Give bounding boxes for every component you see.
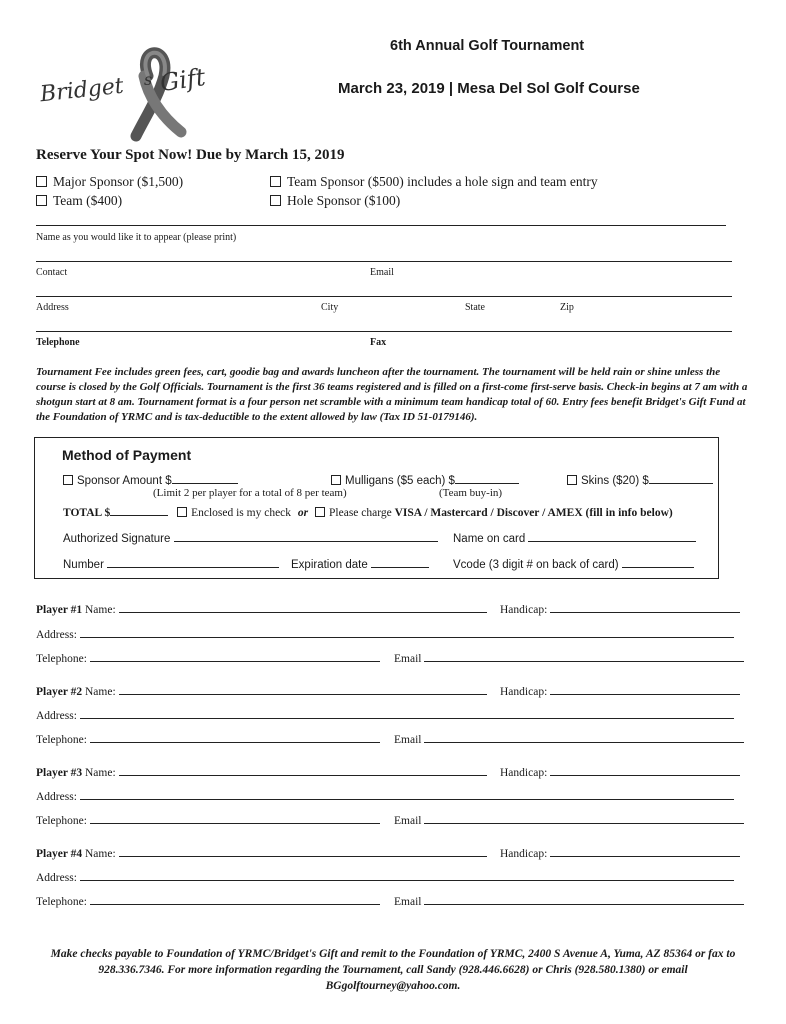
player-handicap-input[interactable] <box>550 694 740 695</box>
player-telephone-row: Telephone: <box>36 653 380 665</box>
tournament-info: Tournament Fee includes green fees, cart, goodie bag and awards luncheon after the tournament. The tournament will be held rain or shine unless the course is closed by the Golf Officials. Tournament is the first 36 teams registered and is filled on a first-come first-serve basis. Check-in begins at 7 am with a shotgun start at 8 am. Tournament format is a four person net scramble with a minimum team handicap total of 60. Entry fees benefit Bridget's Gift Fund at the Foundation of YRMC and is tax-deductible to the extent allowed by law (Tax ID 51-0179146). <box>36 366 748 423</box>
checkbox[interactable] <box>331 475 341 485</box>
event-date-location: March 23, 2019 | Mesa Del Sol Golf Course <box>338 80 640 97</box>
enclosed-check-checkbox[interactable] <box>177 507 187 517</box>
address-label: Address <box>36 302 69 313</box>
checkbox[interactable] <box>567 475 577 485</box>
expiration-field[interactable]: Expiration date <box>291 559 429 571</box>
contact-line[interactable] <box>36 261 732 262</box>
player-telephone-input[interactable] <box>90 904 380 905</box>
state-label: State <box>465 302 485 313</box>
skins-field[interactable]: Skins ($20) $ <box>567 475 713 487</box>
player-email-input[interactable] <box>424 904 744 905</box>
player-handicap-row: Handicap: <box>500 848 740 860</box>
logo-text-left: Bridget <box>38 73 125 108</box>
name-appear-label: Name as you would like it to appear (please print) <box>36 232 237 243</box>
email-label: Email <box>370 267 394 278</box>
player-telephone-row: Telephone: <box>36 815 380 827</box>
player-name-input[interactable] <box>119 856 487 857</box>
player-address-input[interactable] <box>80 637 734 638</box>
address-line[interactable] <box>36 296 732 297</box>
total-label: TOTAL $ <box>63 507 111 519</box>
player-address-input[interactable] <box>80 799 734 800</box>
player-name-input[interactable] <box>119 694 487 695</box>
player-name-row: Player #4 Name: <box>36 848 487 860</box>
player-email-row: Email <box>394 653 744 665</box>
auth-signature-field[interactable]: Authorized Signature <box>63 533 438 545</box>
checkbox[interactable] <box>270 176 281 187</box>
option-major-sponsor[interactable]: Major Sponsor ($1,500) <box>36 174 183 190</box>
mulligans-field[interactable]: Mulligans ($5 each) $ <box>331 475 519 487</box>
sponsor-amount-field[interactable]: Sponsor Amount $ <box>63 475 238 487</box>
player-name-row: Player #3 Name: <box>36 767 487 779</box>
player-name-input[interactable] <box>119 612 487 613</box>
total-input[interactable] <box>110 515 168 516</box>
player-telephone-row: Telephone: <box>36 734 380 746</box>
checkbox[interactable] <box>270 195 281 206</box>
telephone-line[interactable] <box>36 331 732 332</box>
player-handicap-input[interactable] <box>550 775 740 776</box>
player-address-row: Address: <box>36 710 734 722</box>
sponsor-amount-note: (Limit 2 per player for a total of 8 per team) <box>153 487 347 499</box>
player-address-row: Address: <box>36 872 734 884</box>
card-number-field[interactable]: Number <box>63 559 279 571</box>
option-team[interactable]: Team ($400) <box>36 193 122 209</box>
name-appear-line[interactable] <box>36 225 726 226</box>
name-on-card-field[interactable]: Name on card <box>453 533 696 545</box>
player-handicap-row: Handicap: <box>500 604 740 616</box>
payment-total-row: TOTAL $ Enclosed is my check or Please charge VISA / Mastercard / Discover / AMEX (fill in info below) <box>63 507 673 519</box>
checkbox[interactable] <box>63 475 73 485</box>
player-handicap-input[interactable] <box>550 612 740 613</box>
payment-box <box>34 437 719 579</box>
mulligans-note: (Team buy-in) <box>439 487 503 499</box>
logo-text-amp: s <box>144 70 153 89</box>
option-hole-sponsor[interactable]: Hole Sponsor ($100) <box>270 193 400 209</box>
player-email-row: Email <box>394 815 744 827</box>
city-label: City <box>321 302 339 313</box>
player-handicap-row: Handicap: <box>500 686 740 698</box>
player-handicap-input[interactable] <box>550 856 740 857</box>
player-address-row: Address: <box>36 791 734 803</box>
player-email-input[interactable] <box>424 823 744 824</box>
player-email-input[interactable] <box>424 661 744 662</box>
player-telephone-input[interactable] <box>90 661 380 662</box>
reserve-heading: Reserve Your Spot Now! Due by March 15, 2019 <box>36 147 345 163</box>
zip-label: Zip <box>560 302 574 313</box>
player-telephone-input[interactable] <box>90 823 380 824</box>
contact-label: Contact <box>36 267 68 278</box>
player-email-input[interactable] <box>424 742 744 743</box>
fax-label: Fax <box>370 337 387 348</box>
vcode-field[interactable]: Vcode (3 digit # on back of card) <box>453 559 694 571</box>
option-team-sponsor[interactable]: Team Sponsor ($500) includes a hole sign and team entry <box>270 174 598 190</box>
player-name-row: Player #1 Name: <box>36 604 487 616</box>
event-title: 6th Annual Golf Tournament <box>390 38 585 54</box>
checkbox[interactable] <box>36 176 47 187</box>
charge-card-checkbox[interactable] <box>315 507 325 517</box>
logo-text-right: Gift <box>158 62 208 98</box>
player-address-row: Address: <box>36 629 734 641</box>
player-email-row: Email <box>394 896 744 908</box>
player-telephone-input[interactable] <box>90 742 380 743</box>
player-address-input[interactable] <box>80 880 734 881</box>
player-name-row: Player #2 Name: <box>36 686 487 698</box>
player-email-row: Email <box>394 734 744 746</box>
player-address-input[interactable] <box>80 718 734 719</box>
checkbox[interactable] <box>36 195 47 206</box>
telephone-label: Telephone <box>36 337 80 348</box>
logo <box>36 36 236 146</box>
player-handicap-row: Handicap: <box>500 767 740 779</box>
remit-instructions: Make checks payable to Foundation of YRMC/Bridget's Gift and remit to the Foundation of YRMC, 2400 S Avenue A, Yuma, AZ 85364 or fax to 928.336.7346. For more information regarding the Tournament, call Sandy (928.446.6628) or Chris (928.580.1380) or email BGgolftourney@yahoo.com. <box>50 948 736 992</box>
player-telephone-row: Telephone: <box>36 896 380 908</box>
payment-title: Method of Payment <box>62 447 192 463</box>
player-name-input[interactable] <box>119 775 487 776</box>
